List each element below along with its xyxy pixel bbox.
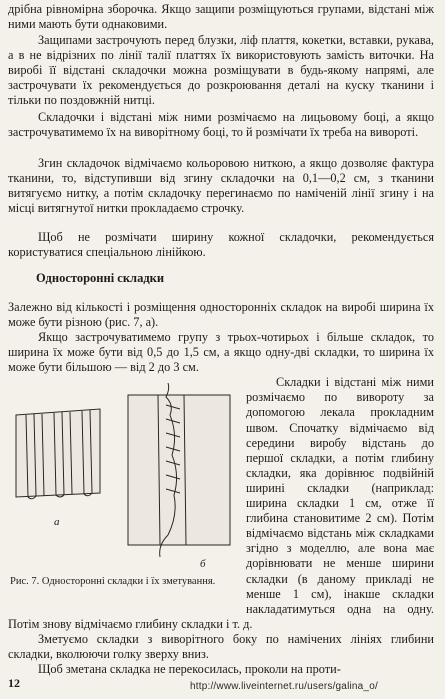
figure-caption: Рис. 7. Односторонні складки і їх зметування. xyxy=(10,576,216,588)
figure-a-pleats xyxy=(16,409,100,499)
paragraph-2: Защипами застрочують перед блузки, ліф плаття, кокетки, вставки, рукава, а в не відрізних по лінії талії платтях їх використовують замість виточки. На виробі її відстані складочки можна розміщувати в будь-якому напрямі, але застрочувати їх рекомендується до розкроювання деталі на куску тканини і тільки по поздовжній нитці. xyxy=(8,33,434,108)
footer-url: http://www.liveinternet.ru/users/galina_o/ xyxy=(190,681,378,692)
figure-label-b: б xyxy=(200,558,206,571)
pleats-illustration xyxy=(8,375,240,575)
figure-label-a: а xyxy=(54,516,60,529)
paragraph-8: Складки і відстані між ними розмічаємо по вивороту за допомогою лекала прокладним швом. Спочатку відмічаємо від середини виробу відстань до першої складки, а потім глибину складки, яка дорівнює подвійній ширині складки (наприклад: ширина складки 1 см, отже її глибина становитиме 2 см). Потім відмічаємо відстань між складками згідно з моделлю, але вона має дорівнювати не менше ширини складки (в даному прикладі не менше 1 см), інакше складки накладатимуться одна на одну. Потім знову відмічаємо глибину складки і т. д. xyxy=(8,375,434,631)
paragraph-7: Якщо застрочуватимемо групу з трьох-чотирьох і більше складок, то ширина їх може бути від 0,5 до 1,5 см, а якщо одну-дві складки, то ширина їх може бути більшою — від 2 до 3 см. xyxy=(8,330,434,375)
paragraph-3: Складочки і відстані між ними розмічаємо на лицьовому боці, а якщо застрочуватимемо їх на виворітному боці, то й розмічати їх треба на вивороті. xyxy=(8,110,434,140)
figure-b-basting xyxy=(128,383,230,557)
paragraph-9: Зметуємо складки з виворітного боку по намічених лініях глибини складки, вколюючи голку зверху вниз. xyxy=(8,631,434,661)
page-number: 12 xyxy=(8,676,20,690)
figure-7 xyxy=(8,375,240,605)
paragraph-10: Щоб зметана складка не перекосилась, проколи на проти- xyxy=(38,662,341,677)
paragraph-4: Згин складочок відмічаємо кольоровою ниткою, а якщо дозволяє фактура тканини, то, відступивши від згину складочки на 0,1—0,2 см, з тканини витягуємо нитку, а потім складочку перегинаємо по наміченій лінії згину і на місці витягнутої нитки прокладаємо строчку. xyxy=(8,156,434,216)
wrapped-text-block xyxy=(8,330,434,677)
paragraph-1: дрібна рівномірна зборочка. Якщо защипи розміщуються групами, відстані між ними мають бути однаковими. xyxy=(8,2,434,32)
paragraph-6: Залежно від кількості і розміщення односторонніх складок на виробі ширина їх може бути різною (рис. 7, а). xyxy=(8,300,434,330)
paragraph-5: Щоб не розмічати ширину кожної складочки, рекомендується користуватися спеціальною лінійкою. xyxy=(8,230,434,260)
section-heading: Односторонні складки xyxy=(36,271,165,285)
